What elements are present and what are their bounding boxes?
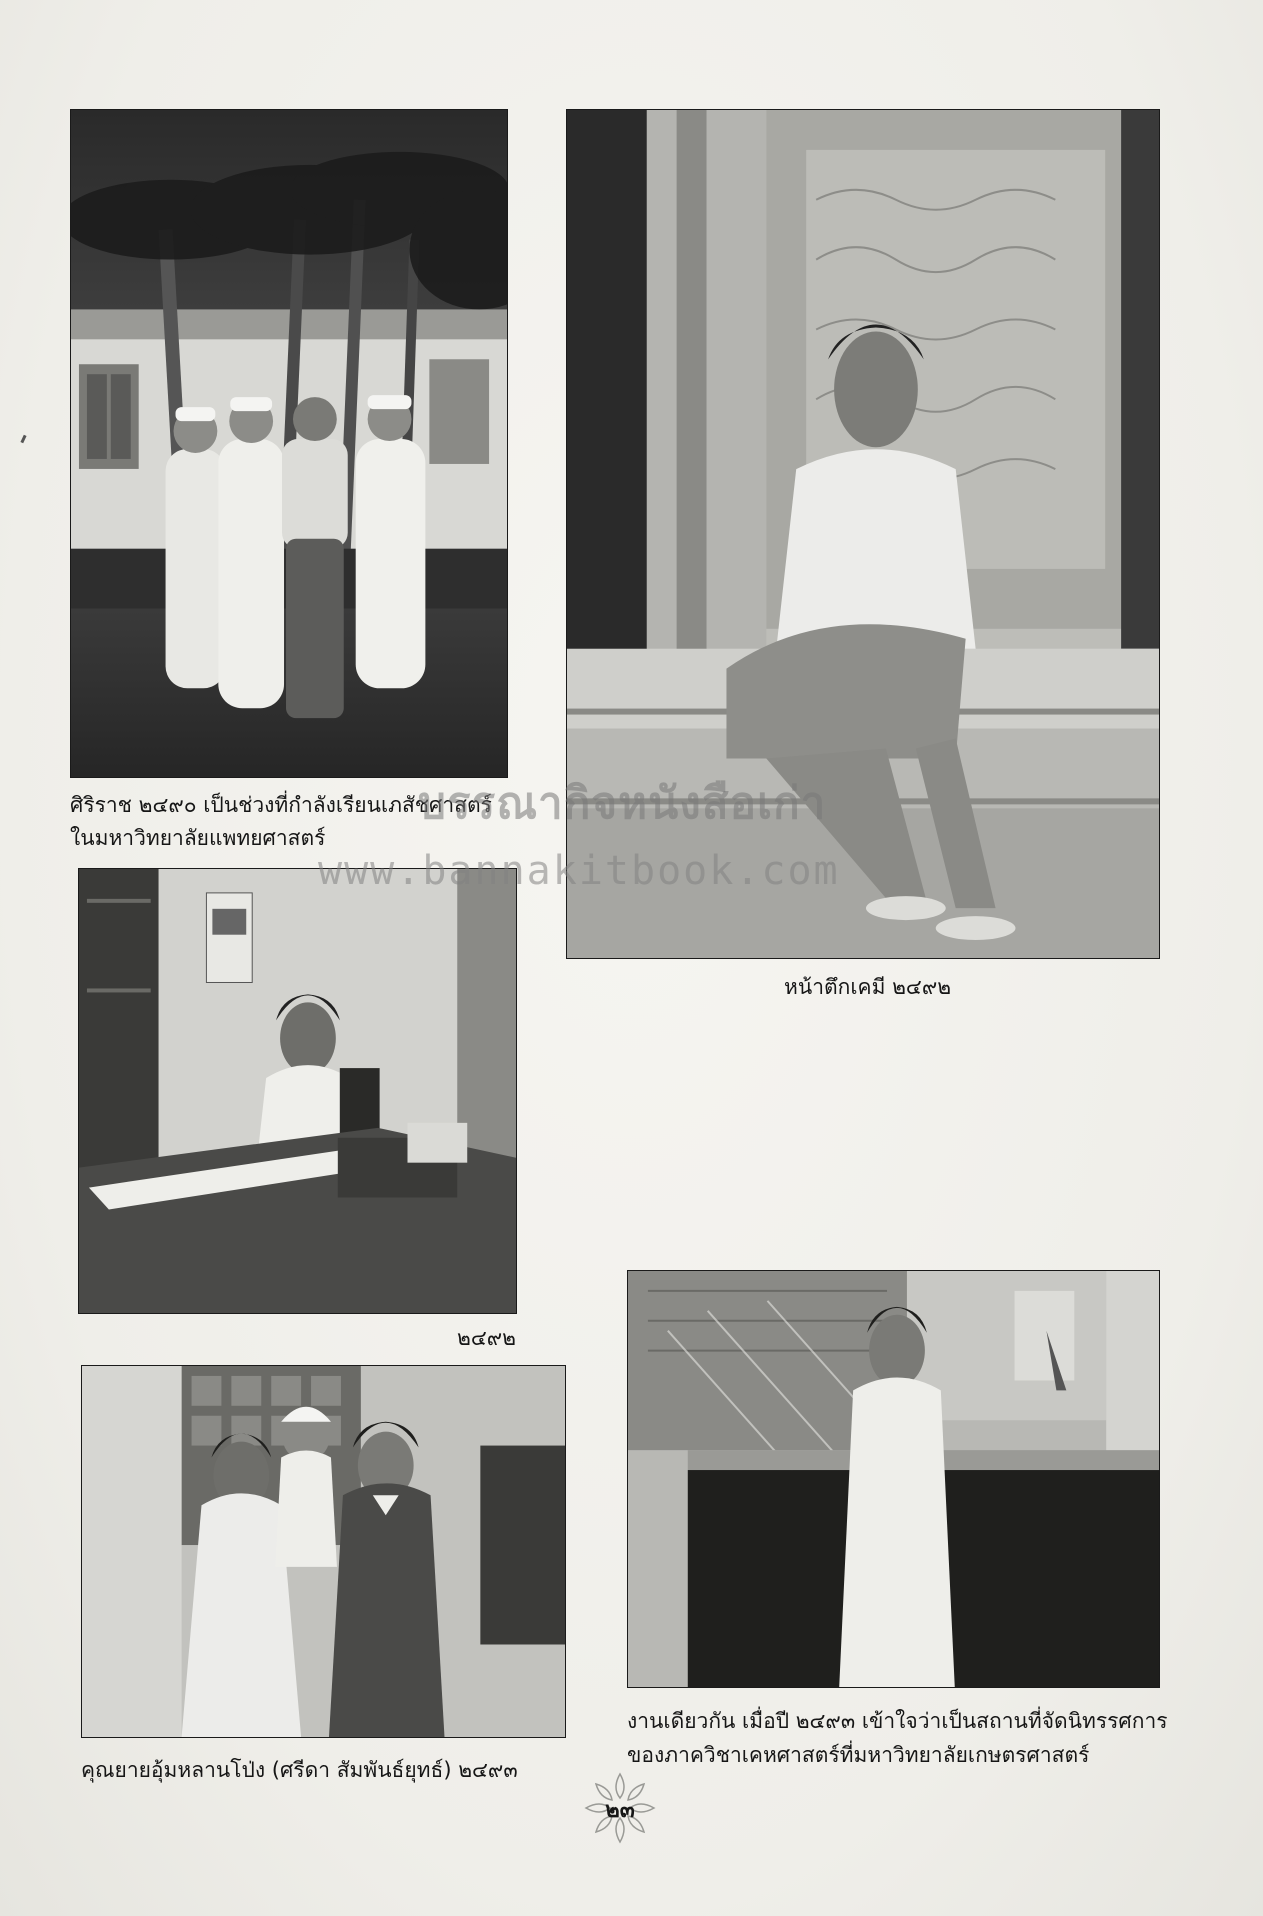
caption-exhibition-line2: ของภาควิชาเคหศาสตร์ที่มหาวิทยาลัยเกษตรศาสตร์ [627,1743,1090,1767]
page-number: ๒๓ [605,1798,635,1823]
photo-family [81,1365,566,1738]
photo-office-desk [78,868,517,1314]
caption-family: คุณยายอุ้มหลานโป่ง (ศรีดา สัมพันธ์ยุทธ์) ๒๔๙๓ [81,1758,518,1782]
photo-nurses-siriraj [70,109,508,778]
watermark-shop-name: บรรณากิจหนังสือเก่า [418,778,827,829]
photo-exhibition [627,1270,1160,1688]
caption-chem-building: หน้าตึกเคมี ๒๔๙๒ [784,975,952,999]
photo-chem-building [566,109,1160,959]
stray-ink-mark [20,435,26,444]
caption-siriraj-line1: ศิริราช ๒๔๙๐ เป็นช่วงที่กำลังเรียนเภสัชศาสตร์ [70,793,492,817]
caption-office-year: ๒๔๙๒ [457,1326,516,1350]
page-number-ornament [580,1768,660,1848]
caption-siriraj-line2: ในมหาวิทยาลัยแพทยศาสตร์ [70,826,326,850]
watermark-url: www.bannakitbook.com [318,848,840,894]
caption-exhibition-line1: งานเดียวกัน เมื่อปี ๒๔๙๓ เข้าใจว่าเป็นสถานที่จัดนิทรรศการ [627,1709,1168,1733]
